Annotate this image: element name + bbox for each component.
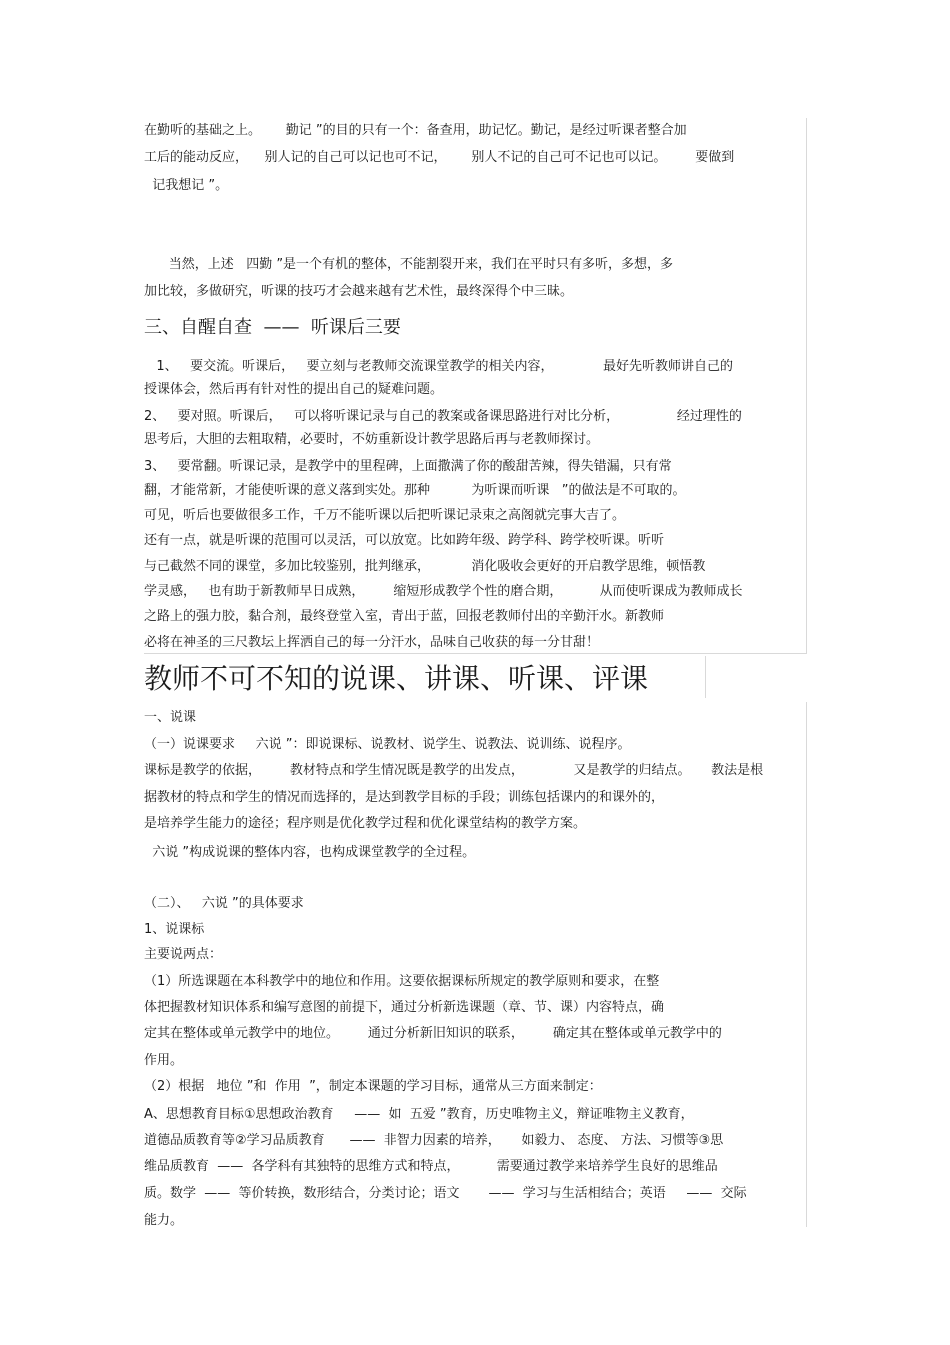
text-line: 可见，听后也要做很多工作，千万不能听课以后把听课记录束之高阁就完事大吉了。 [144,508,626,523]
vertical-rule-title [705,656,706,698]
text-line: 1、说课标 [144,922,205,937]
vertical-rule-bottom [806,702,807,1227]
text-line: 工后的能动反应， 别人记的自己可以记也可不记， 别人不记的自己可不记也可以记。 要做到 [144,150,735,165]
text-line: 主要说两点： [144,947,223,962]
text-line: A、思想教育目标①思想政治教育 —— 如 五爱 ”教育，历史唯物主义，辩证唯物主义教育， [144,1107,694,1122]
text-line: 必将在神圣的三尺教坛上挥洒自己的每一分汗水，品味自己收获的每一分甘甜！ [144,635,600,650]
text-line: 1、 要交流。听课后， 要立刻与老教师交流课堂教学的相关内容， 最好先听教师讲自己的 [144,359,734,374]
text-line: 还有一点，就是听课的范围可以灵活，可以放宽。比如跨年级、跨学科、跨学校听课。听听 [144,533,665,548]
text-line: 是培养学生能力的途径；程序则是优化教学过程和优化课堂结构的教学方案。 [144,816,587,831]
text-line: 一、说课 [144,710,197,725]
text-line: 3、 要常翻。听课记录，是教学中的里程碑，上面撒满了你的酸甜苦辣，得失错漏，只有常 [144,459,672,474]
text-line: 记我想记 ”。 [144,178,229,193]
text-line: 授课体会，然后再有针对性的提出自己的疑难问题。 [144,382,444,397]
text-line: 与己截然不同的课堂，多加比较鉴别，批判继承， 消化吸收会更好的开启教学思维，顿悟教 [144,559,706,574]
text-line: （1）所选课题在本科教学中的地位和作用。这要依据课标所规定的教学原则和要求，在整 [144,974,660,989]
text-line: 思考后，大胆的去粗取精，必要时，不妨重新设计教学思路后再与老教师探讨。 [144,432,600,447]
text-line: 之路上的强力胶，黏合剂，最终登堂入室，青出于蓝，回报老教师付出的辛勤汗水。新教师 [144,609,665,624]
document-title: 教师不可不知的说课、讲课、听课、评课 [144,662,649,695]
text-line: 当然，上述 四勤 ”是一个有机的整体，不能割裂开来，我们在平时只有多听，多想，多 [144,257,674,272]
text-line: 学灵感， 也有助于新教师早日成熟， 缩短形成教学个性的磨合期， 从而使听课成为教师成长 [144,584,743,599]
text-line: 2、 要对照。听课后， 可以将听课记录与自己的教案或备课思路进行对比分析， 经过理性的 [144,409,742,424]
text-line: 定其在整体或单元教学中的地位。 通过分析新旧知识的联系， 确定其在整体或单元教学中的 [144,1026,722,1041]
text-line: （2）根据 地位 ”和 作用 ”，制定本课题的学习目标，通常从三方面来制定： [144,1079,602,1094]
text-line: 加比较，多做研究，听课的技巧才会越来越有艺术性，最终深得个中三昧。 [144,284,574,299]
text-line: 体把握教材知识体系和编写意图的前提下，通过分析新选课题（章、节、课）内容特点，确 [144,1000,665,1015]
text-line: 质。数学 —— 等价转换，数形结合，分类讨论；语文 —— 学习与生活相结合；英语 —— 交际 [144,1186,747,1201]
text-line: 在勤听的基础之上。 勤记 ”的目的只有一个：备查用，助记忆。勤记，是经过听课者整合加 [144,123,687,138]
text-line: 翻，才能常新，才能使听课的意义落到实处。那种 为听课而听课 ”的做法是不可取的。 [144,483,686,498]
vertical-rule-top [806,118,807,653]
text-line: 据教材的特点和学生的情况而选择的，是达到教学目标的手段；训练包括课内的和课外的， [144,790,665,805]
text-line: 作用。 [144,1053,184,1068]
text-line: 能力。 [144,1213,184,1228]
text-line: 道德品质教育等②学习品质教育 —— 非智力因素的培养， 如毅力、 态度、 方法、习惯等③思 [144,1133,724,1148]
text-line: 课标是教学的依据， 教材特点和学生情况既是教学的出发点， 又是教学的归结点。 教法是根 [144,763,764,778]
section-heading: 三、自醒自查 —— 听课后三要 [144,317,401,338]
horizontal-rule-top [144,653,807,654]
text-line: 维品质教育 —— 各学科有其独特的思维方式和特点， 需要通过教学来培养学生良好的思维品 [144,1159,718,1174]
text-line: （二）、 六说 ”的具体要求 [144,896,304,911]
text-line: 六说 ”构成说课的整体内容，也构成课堂教学的全过程。 [144,845,476,860]
text-line: （一）说课要求 六说 ”：即说课标、说教材、说学生、说教法、说训练、说程序。 [144,737,631,752]
